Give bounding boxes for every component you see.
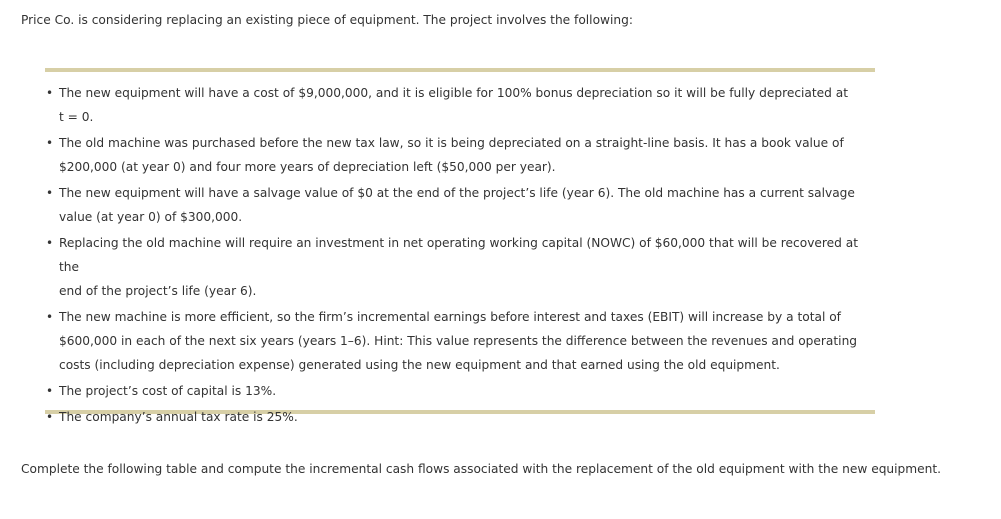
list-item-line: The new machine is more efficient, so the firm’s incremental earnings before interest and taxes (EBIT) will increase by a total of	[59, 310, 841, 324]
list-item	[45, 181, 875, 229]
instruction-text: Complete the following table and compute the incremental cash flows associated with the replacement of the old equipment with the new equipment.	[21, 462, 942, 476]
list-item-line: The old machine was purchased before the new tax law, so it is being depreciated on a straight-line basis. It has a book value of	[59, 136, 844, 150]
list-item-line: costs (including depreciation expense) generated using the new equipment and that earned using the old equipment.	[59, 358, 780, 372]
list-item	[45, 305, 875, 377]
list-item-line: The project’s cost of capital is 13%.	[59, 384, 277, 398]
list-item-line: $600,000 in each of the next six years (years 1–6). Hint: This value represents the difference between the revenues and operating	[59, 334, 858, 348]
list-item-line: $200,000 (at year 0) and four more years of depreciation left ($50,000 per year).	[59, 160, 556, 174]
list-item-line: Replacing the old machine will require an investment in net operating working capital (NOWC) of $60,000 that will be recovered at the	[59, 236, 858, 274]
list-item-line: The company’s annual tax rate is 25%.	[59, 410, 298, 424]
bullet-icon: •	[46, 186, 54, 200]
bullet-icon: •	[46, 310, 54, 324]
assumptions-box	[45, 68, 875, 424]
bullet-icon: •	[46, 236, 54, 250]
list-item	[45, 131, 875, 179]
assumptions-list	[45, 81, 875, 429]
list-item	[45, 405, 875, 429]
list-item-line: end of the project’s life (year 6).	[59, 284, 257, 298]
list-item-line: The new equipment will have a salvage value of $0 at the end of the project’s life (year 6). The old machine has a current salvage	[59, 186, 855, 200]
intro-text: Price Co. is considering replacing an existing piece of equipment. The project involves the following:	[21, 13, 633, 27]
list-item-line: t = 0.	[59, 110, 94, 124]
bullet-icon: •	[46, 410, 54, 424]
list-item	[45, 379, 875, 403]
list-item-line: The new equipment will have a cost of $9,000,000, and it is eligible for 100% bonus depreciation so it will be fully depreciated at	[59, 86, 849, 100]
list-item	[45, 231, 875, 303]
bullet-icon: •	[46, 86, 54, 100]
list-item	[45, 81, 875, 129]
list-item-line: value (at year 0) of $300,000.	[59, 210, 243, 224]
bullet-icon: •	[46, 136, 54, 150]
bullet-icon: •	[46, 384, 54, 398]
